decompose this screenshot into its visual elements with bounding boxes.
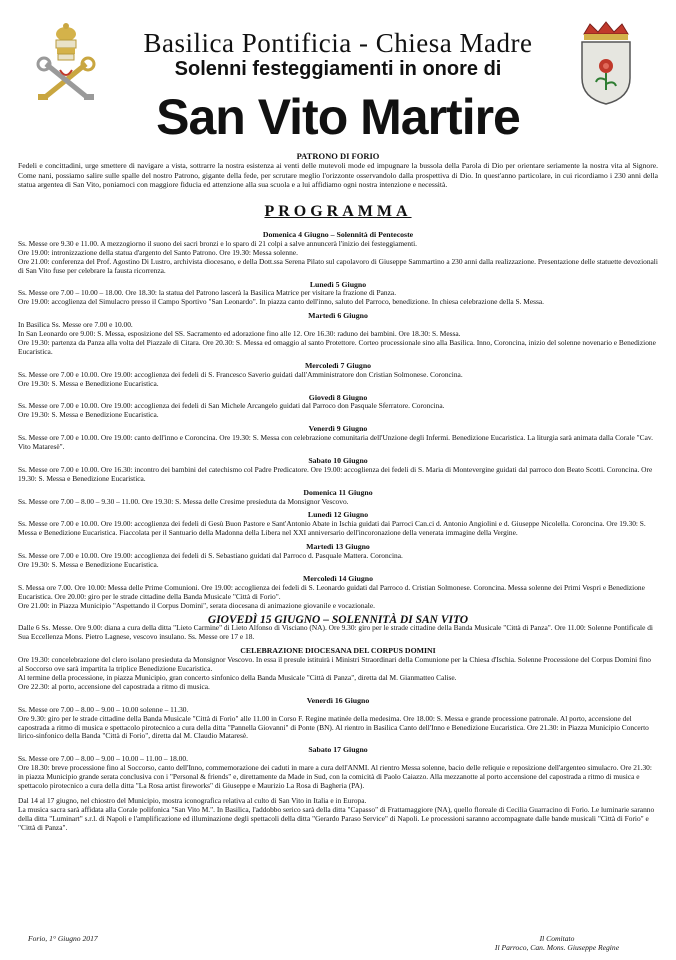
schedule-line: Ore 9.30: giro per le strade cittadine della Banda Musicale "Città di Forio" alle 11.00 in Corso F. Regine matinée della medesima. Ore 18.00: S. Messa e grande processione patronale. Al porto, accensione del capostrada a ritmo di musica e spettacolo pirotecnico a cura della ditta "Pannella Giovanni" di Ponte (BN). Al rientro in Basilica Canto dell'Inno e Benedizione Eucaristica. Ore 21.30: in Piazza Municipio Concerto lirico-sinfonico della Banda "Città di Forio", diretta dal M. Claudio Mataresè. (18, 713, 649, 741)
schedule-line: Ss. Messe ore 7.00 – 8.00 – 9.30 – 11.00. Ore 19.30: S. Messa delle Cresime presieduta da Monsignor Vescovo. (18, 496, 349, 506)
day-heading: Martedì 13 Giugno (306, 542, 370, 552)
schedule-line: Dalle 6 Ss. Messe. Ore 9.00: diana a cura della ditta "Lieto Carmine" di Lieto Alfonso di Visciano (NA). Ore 9.30: giro per le strade cittadine della Banda Musicale "Città di Panza". Ore 11.00: Solenne Pontificale di Sua Eccellenza Mons. Pietro Lagnese, vescovo insulano. Ss. Messe ore 17 e 18. (18, 623, 653, 642)
programma-heading: PROGRAMMA (264, 203, 412, 220)
schedule-line: Ore 19.30: S. Messa e Benedizione Eucaristica. (18, 378, 159, 388)
schedule-line: Ss. Messe ore 7.00 e 10.00. Ore 19.00: accoglienza dei fedeli di Gesù Buon Pastore e Sant'Antonio Abate in Ischia guidati dai Parroci Can.ci d. Antonio Angiolini e d. Giuseppe Nicolella. Coroncina. Ore 19.30: S. Messa e Benedizione Eucaristica. Fiaccolata per il Santuario della Madonna della Libera nel XXI anniversario dell'incoronazione della venerata immagine della Vergine. (18, 519, 646, 538)
schedule-line: Ore 19.30: S. Messa e Benedizione Eucaristica. (18, 410, 159, 420)
schedule-line: Ore 19.00: intronizzazione della statua d'argento del Santo Patrono. Ore 19.30: Messa solenne. (18, 247, 298, 257)
day-heading: Martedì 6 Giugno (308, 311, 368, 321)
day-block (18, 543, 658, 570)
schedule-line: Ss. Messe ore 7.00 – 8.00 – 9.00 – 10.00 – 11.00 – 18.00. (18, 754, 188, 764)
basilica-title: Basilica Pontificia - Chiesa Madre (143, 28, 533, 58)
day-heading: Lunedì 12 Giugno (307, 510, 369, 520)
day-block (18, 457, 658, 484)
schedule-line: Ss. Messe ore 7.00 e 10.00. Ore 19.00: accoglienza dei fedeli di S. Francesco Saverio guidati dall'Amministratore don Cristian Solmonese. Coroncina. (18, 369, 463, 379)
schedule-line: Al termine della processione, in piazza Municipio, gran concerto sinfonico della Banda Musicale "Città di Panza", diretta dal M. Gianmatteo Calise. (18, 672, 457, 682)
parish-priest-signature: Il Parroco, Can. Mons. Giuseppe Regine (494, 943, 620, 952)
day-block (18, 697, 658, 742)
day-heading: Sabato 17 Giugno (308, 745, 368, 755)
saint-name-title: San Vito Martire (156, 89, 520, 145)
schedule-line: Ore 18.30: breve processione fino al Soccorso, canto dell'Inno, commemorazione dei caduti in mare a cura dell'ANMI. Al rientro Messa solenne, bacio delle reliquie e reposizione dell'argenteo simulacro. Ore 21.30: in piazza Municipio grande serata conclusiva con i "Personal & friends" e, direttamente da Made in Sud, con la comicità di Paolo Caiazzo. Alla mezzanotte al porto accensione del capostrada a ritmo di musica e spettacolo pirotecnico a cura della ditta "La Rosa artist fireworks" di Giuseppe e Maurizio La Rosa di Bagheria (PA). (18, 763, 652, 790)
schedule-line: Ore 19.30: concelebrazione del clero isolano presieduta da Monsignor Vescovo. In essa il presule istituirà i Ministri Straordinari della Comunione per la Chiesa d'Ischia. Solenne Processione del Corpus Domini fino al Soccorso ove sarà impartita la triplice Benedizione Eucaristica. (18, 655, 651, 674)
schedule-line: S. Messa ore 7.00. Ore 10.00: Messa delle Prime Comunioni. Ore 19.00: accoglienza dei fedeli di S. Leonardo guidati dal Parroco d. Cristian Solmonese. Coroncina. Messa solenne dei Primi Vespri e Benedizione Eucaristica. Ore 20.00: giro per le strade cittadine della Banda Musicale "Città di Forio". (18, 582, 645, 601)
day-heading: Mercoledì 14 Giugno (302, 573, 374, 583)
committee-label: Il Comitato (539, 934, 575, 943)
day-block (18, 425, 658, 452)
day-heading: CELEBRAZIONE DIOCESANA DEL CORPUS DOMINI (240, 646, 436, 656)
schedule-line: Ore 19.30: S. Messa e Benedizione Eucaristica. (18, 560, 159, 569)
schedule-line: Ore 21.00: conferenza del Prof. Agostino Di Lustro, archivista diocesano, e della Dott.ssa Serena Pilato sul capolavoro di Giuseppe Sammartino a 230 anni dalla realizzazione. Presentazione delle statuette devozionali di San Vito fuse per celebrare la fausta ricorrenza. (18, 256, 658, 275)
closing-line: La musica sacra sarà affidata alla Corale polifonica "San Vito M.". In Basilica, l'addobbo serico sarà della ditta "Capasso" di Frattamaggiore (NA), quello floreale di Cecilia Guarracino di Forio. Le luminarie saranno della ditta "Luminart" s.r.l. di Napoli e l'amplificazione ed illuminazione degli spettacoli della ditta "Gerardo Paraso Service" di Napoli. Le processioni saranno accompagnate dalle bande musicali "Città di Forio" e "Città di Panza". (18, 804, 655, 832)
day-heading: Venerdì 16 Giugno (306, 695, 370, 705)
day-heading: Sabato 10 Giugno (308, 455, 368, 465)
schedule-line: Ss. Messe ore 7.00 e 10.00. Ore 16.30: incontro dei bambini del catechismo col Padre Predicatore. Ore 19.00: accoglienza dei fedeli di S. Maria di Montevergine guidati dal parroco don Beato Scotti. Coroncina. Ore 19.30: S. Messa e Benedizione Eucaristica. (18, 464, 653, 483)
schedule-line: Ore 19.00: accoglienza del Simulacro presso il Campo Sportivo "San Leonardo". In piazza canto dell'inno, saluto del Parroco, benedizione. In chiesa celebrazione della S. Messa. (18, 297, 544, 307)
day-heading: Domenica 4 Giugno – Solennità di Pentecoste (262, 230, 414, 239)
day-block (18, 362, 658, 389)
day-block (18, 647, 658, 692)
day-heading: Venerdì 9 Giugno (308, 424, 368, 434)
schedule-line: Ss. Messe ore 7.00 e 10.00. Ore 19.00: canto dell'inno e Coroncina. Ore 19.30: S. Messa con celebrazione comunitaria dell'Unzione degli Infermi. Benedizione Eucaristica. La liturgia sarà animata dalla Corale "Cav. Vito Mataresè". (18, 433, 653, 452)
day-heading: GIOVEDÌ 15 GIUGNO – SOLENNITÀ DI SAN VITO (207, 613, 469, 626)
day-heading: Giovedì 8 Giugno (308, 392, 368, 402)
programme-schedule (18, 226, 658, 832)
day-heading: Domenica 11 Giugno (303, 487, 373, 497)
event-subtitle: Solenni festeggiamenti in onore di (174, 58, 502, 80)
schedule-line: Ore 22.30: al porto, accensione del capostrada a ritmo di musica. (18, 681, 210, 691)
schedule-line: In San Leonardo ore 9.00: S. Messa, esposizione del SS. Sacramento ed adorazione fino alle 12. Ore 16.30: raduno dei bambini. Ore 18.30: S. Messa. (18, 329, 461, 339)
closing-notes (18, 797, 658, 833)
day-block (18, 511, 658, 538)
day-heading: Lunedì 5 Giugno (309, 279, 367, 289)
schedule-line: Ore 19.30: partenza da Panza alla volta del Piazzale di Citara. Ore 20.30: S. Messa ed omaggio al santo Protettore. Corteo processionale sino alla Basilica. Inno, Coroncina, inizio del solenne novenario e Benedizione Eucaristica. (18, 337, 656, 356)
day-heading: Mercoledì 7 Giugno (304, 360, 372, 370)
schedule-line: Ore 21.00: in Piazza Municipio "Aspettando il Corpus Domini", serata diocesana di animazione giovanile e vocazionale. (18, 600, 375, 610)
signature-block (462, 934, 652, 952)
day-block (18, 746, 658, 791)
day-block (18, 281, 658, 308)
day-block (18, 312, 658, 357)
intro-paragraph: Fedeli e concittadini, urge smettere di navigare a vista, sottrarre la nostra esistenza ai venti delle mutevoli mode ed impugnare la bussola della Parola di Dio per orientare seriamente la nostra vita al Signore. Come nani, possiamo salire sulle spalle del nostro Patrono, gigante della fede, per scrutare meglio l'orizzonte osservandolo dalla prospettiva di Dio. In quest'anno particolare, in cui ricordiamo i 230 anni della statua argentea di San Vito, poniamoci con maggiore fiducia ed attenzione alla sua scuola e a lui affidiamo ogni nostra intenzione e necessità. (18, 161, 658, 190)
day-block (18, 575, 658, 611)
schedule-line: Ss. Messe ore 7.00 e 10.00. Ore 19.00: accoglienza dei fedeli di S. Sebastiano guidati dal Parroco d. Pasquale Mattera. Coroncina. (18, 551, 403, 561)
schedule-line: Ss. Messe ore 7.00 – 8.00 – 9.00 – 10.00 solenne – 11.30. (18, 704, 189, 714)
day-block (18, 394, 658, 421)
schedule-line: Ss. Messe ore 7.00 – 10.00 – 18.00. Ore 18.30: la statua del Patrono lascerà la Basilica Matrice per visitare la frazione di Panza. (18, 288, 397, 298)
place-date: Forio, 1° Giugno 2017 (28, 934, 98, 943)
schedule-line: Ss. Messe ore 7.00 e 10.00. Ore 19.00: accoglienza dei fedeli di San Michele Arcangelo guidati dal Parroco don Pasquale Sferratore. Coroncina. (18, 401, 445, 411)
day-block (18, 489, 658, 507)
day-block (18, 613, 658, 643)
closing-line: Dal 14 al 17 giugno, nel chiostro del Municipio, mostra iconografica relativa al culto di San Vito in Italia e in Europa. (18, 795, 367, 805)
patrono-label: PATRONO DI FORIO (296, 151, 380, 161)
schedule-line: In Basilica Ss. Messe ore 7.00 e 10.00. (18, 320, 133, 330)
day-block (18, 231, 658, 276)
schedule-line: Ss. Messe ore 9.30 e 11.00. A mezzogiorno il suono dei sacri bronzi e lo sparo di 21 colpi a salve annuncerà l'inizio dei festeggiamenti. (18, 238, 418, 248)
